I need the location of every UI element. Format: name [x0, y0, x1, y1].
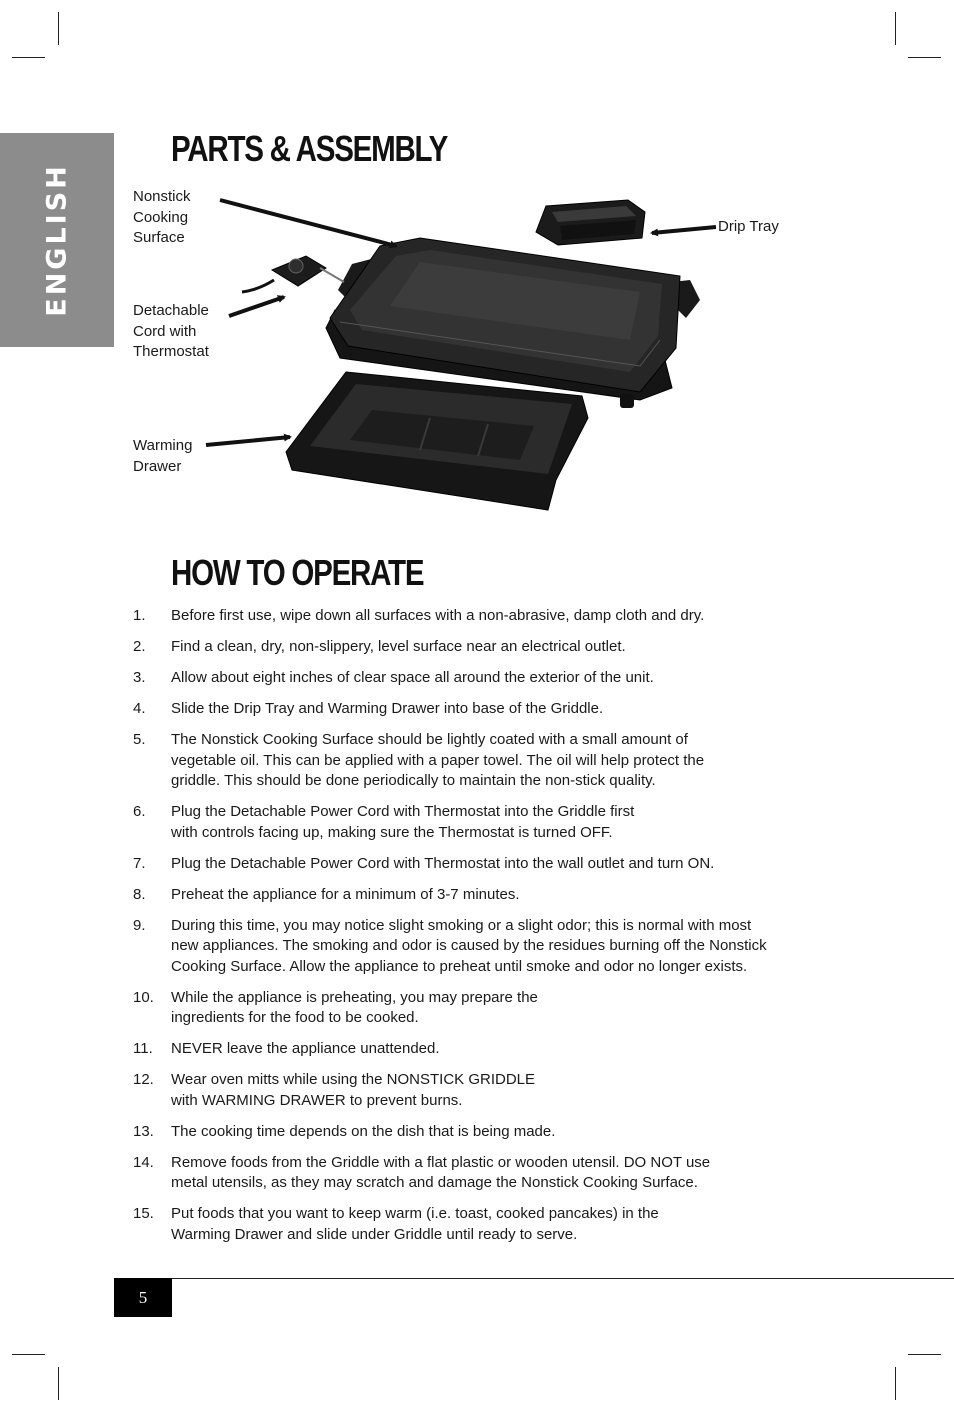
operate-heading: HOW TO OPERATE [171, 552, 424, 593]
step-number: 4. [133, 700, 146, 717]
step-text: Before first use, wipe down all surfaces with a non-abrasive, damp cloth and dry. [171, 607, 705, 624]
step-text: During this time, you may notice slight smoking or a slight odor; this is normal with most new appliances. The smoking and odor is caused by the residues burning off the Nonstick Cooking Surface. Allow the appliance to preheat until smoke and odor no longer exists. [171, 916, 767, 975]
list-item [133, 802, 823, 843]
griddle-illustration [0, 0, 954, 560]
callout-detachable-cord: Detachable Cord with Thermostat [133, 302, 209, 360]
list-item [133, 916, 823, 978]
step-text: Slide the Drip Tray and Warming Drawer into base of the Griddle. [171, 700, 604, 717]
step-number: 7. [133, 854, 146, 872]
list-item [133, 606, 823, 627]
list-item [133, 1122, 823, 1143]
arrow-cord [229, 297, 284, 316]
step-number: 10. [133, 988, 154, 1006]
step-text: Wear oven mitts while using the NONSTICK GRIDDLE with WARMING DRAWER to prevent burns. [171, 1071, 536, 1109]
callout-warming-drawer: Warming Drawer [133, 437, 193, 475]
step-number: 13. [133, 1122, 154, 1140]
page-number: 5 [114, 1278, 172, 1317]
step-number: 3. [133, 669, 146, 686]
list-item [133, 1039, 823, 1060]
warming-drawer-image [286, 372, 588, 510]
list-item [133, 668, 823, 689]
step-text: Put foods that you want to keep warm (i.e. toast, cooked pancakes) in the Warming Drawer and slide under Griddle until ready to serve. [171, 1205, 659, 1243]
thermostat-cord-image [242, 256, 344, 292]
list-item [133, 988, 823, 1029]
crop-mark [895, 1367, 896, 1400]
list-item [133, 854, 823, 875]
footer-rule [114, 1278, 954, 1279]
step-text: Find a clean, dry, non-slippery, level surface near an electrical outlet. [171, 638, 626, 655]
arrow-drawer [206, 437, 290, 445]
callout-nonstick-surface: Nonstick Cooking Surface [133, 188, 191, 246]
list-item [133, 1153, 823, 1194]
step-text: The Nonstick Cooking Surface should be lightly coated with a small amount of vegetable oil. This can be applied with a paper towel. The oil will help protect the griddle. This should be done periodically to maintain the non-stick quality. [171, 731, 705, 789]
list-item [133, 885, 823, 906]
list-item [133, 699, 823, 720]
crop-mark [12, 1354, 45, 1355]
operate-steps-list [133, 606, 823, 1256]
step-text: While the appliance is preheating, you may prepare the ingredients for the food to be cooked. [171, 988, 538, 1026]
list-item [133, 637, 823, 658]
callout-drip-tray: Drip Tray [718, 218, 779, 235]
arrow-nonstick [220, 200, 396, 246]
arrow-drip-tray [652, 227, 716, 233]
step-text: Plug the Detachable Power Cord with Thermostat into the Griddle first with controls facing up, making sure the Thermostat is turned OFF. [171, 803, 635, 841]
step-text: Allow about eight inches of clear space all around the exterior of the unit. [171, 669, 654, 686]
step-number: 14. [133, 1153, 154, 1171]
step-number: 8. [133, 885, 146, 903]
step-number: 1. [133, 607, 146, 624]
drip-tray-image [536, 200, 645, 245]
crop-mark [908, 1354, 941, 1355]
step-text: The cooking time depends on the dish that is being made. [171, 1122, 556, 1140]
step-number: 11. [133, 1040, 153, 1057]
list-item [133, 1204, 823, 1245]
step-text: NEVER leave the appliance unattended. [171, 1040, 440, 1057]
step-number: 12. [133, 1071, 154, 1088]
step-text: Preheat the appliance for a minimum of 3-7 minutes. [171, 885, 520, 903]
step-text: Remove foods from the Griddle with a flat plastic or wooden utensil. DO NOT use metal utensils, as they may scratch and damage the Nonstick Cooking Surface. [171, 1153, 711, 1191]
list-item [133, 730, 823, 792]
step-number: 2. [133, 638, 146, 655]
step-number: 15. [133, 1205, 154, 1222]
list-item [133, 1070, 823, 1111]
step-number: 9. [133, 916, 146, 934]
step-number: 6. [133, 803, 146, 820]
step-text: Plug the Detachable Power Cord with Thermostat into the wall outlet and turn ON. [171, 854, 715, 872]
language-tab-label: ENGLISH [41, 163, 73, 317]
crop-mark [58, 1367, 59, 1400]
parts-heading: PARTS & ASSEMBLY [171, 128, 448, 169]
step-number: 5. [133, 731, 146, 748]
